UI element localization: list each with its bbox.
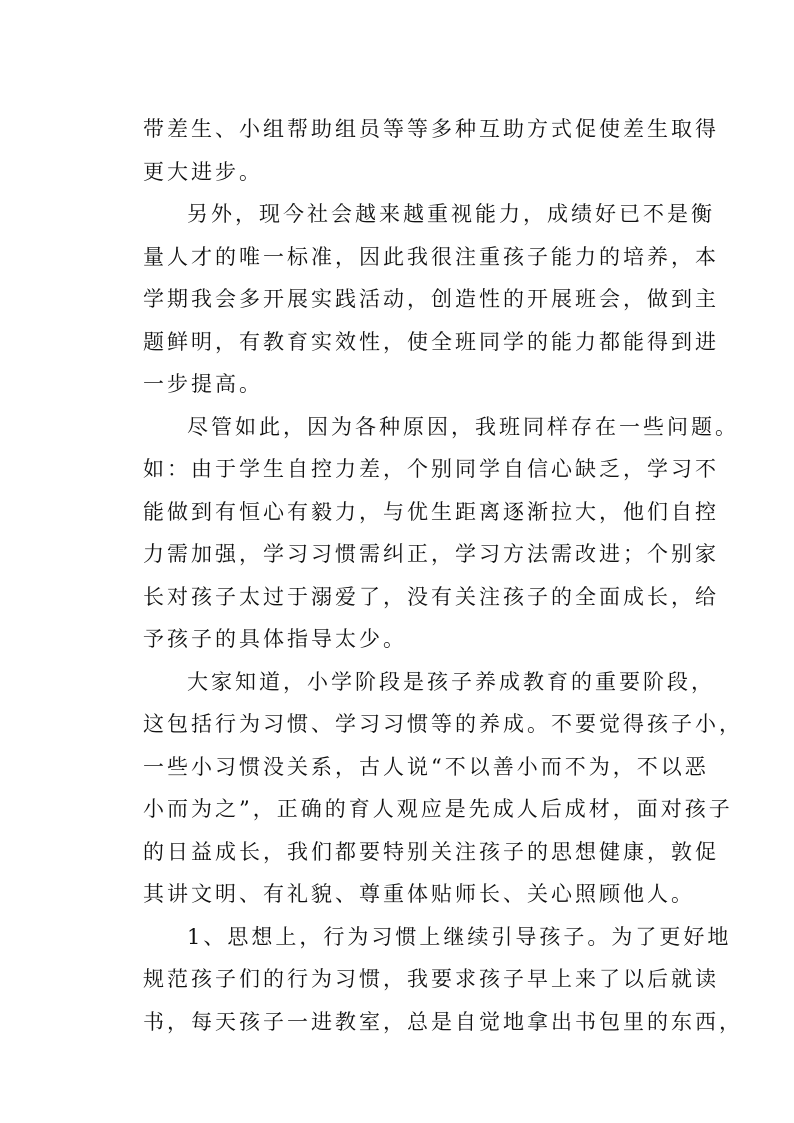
paragraph-start-line: 1、思想上，行为习惯上继续引导孩子。为了更好地 (187, 924, 732, 949)
text-line: 其讲文明、有礼貌、尊重体贴师长、关心照顾他人。 (143, 882, 695, 906)
text-line: 量人才的唯一标准，因此我很注重孩子能力的培养，本 (143, 244, 719, 269)
paragraph-start-line: 另外，现今社会越来越重视能力，成绩好已不是衡 (187, 202, 715, 226)
text-line: 一步提高。 (143, 372, 263, 396)
text-line: 题鲜明，有教育实效性，使全班同学的能力都能得到进 (143, 329, 719, 354)
document-body (143, 108, 743, 1043)
text-line: 规范孩子们的行为习惯，我要求孩子早上来了以后就读 (143, 967, 719, 991)
text-line: 力需加强，学习习惯需纠正，学习方法需改进；个别家 (143, 542, 719, 566)
text-line: 更大进步。 (143, 159, 263, 184)
paragraph-start-line: 尽管如此，因为各种原因，我班同样存在一些问题。 (187, 414, 739, 439)
text-line: 如：由于学生自控力差，个别同学自信心缺乏，学习不 (143, 457, 719, 481)
text-line: 带差生、小组帮助组员等等多种互助方式促使差生取得 (143, 117, 719, 141)
text-line: 书，每天孩子一进教室，总是自觉地拿出书包里的东西， (143, 1009, 743, 1034)
text-line: 能做到有恒心有毅力，与优生距离逐渐拉大，他们自控 (143, 499, 719, 524)
paragraph-start-line: 大家知道，小学阶段是孩子养成教育的重要阶段， (187, 669, 715, 694)
text-line: 一些小习惯没关系，古人说“不以善小而不为，不以恶 (143, 754, 709, 779)
text-line: 予孩子的具体指导太少。 (143, 627, 407, 651)
text-line: 小而为之”，正确的育人观应是先成人后成材，面对孩子 (143, 797, 733, 821)
text-line: 这包括行为习惯、学习习惯等的养成。不要觉得孩子小， (143, 712, 743, 736)
text-line: 的日益成长，我们都要特别关注孩子的思想健康，敦促 (143, 839, 719, 864)
text-line: 学期我会多开展实践活动，创造性的开展班会，做到主 (143, 287, 719, 311)
text-line: 长对孩子太过于溺爱了，没有关注孩子的全面成长，给 (143, 584, 719, 609)
